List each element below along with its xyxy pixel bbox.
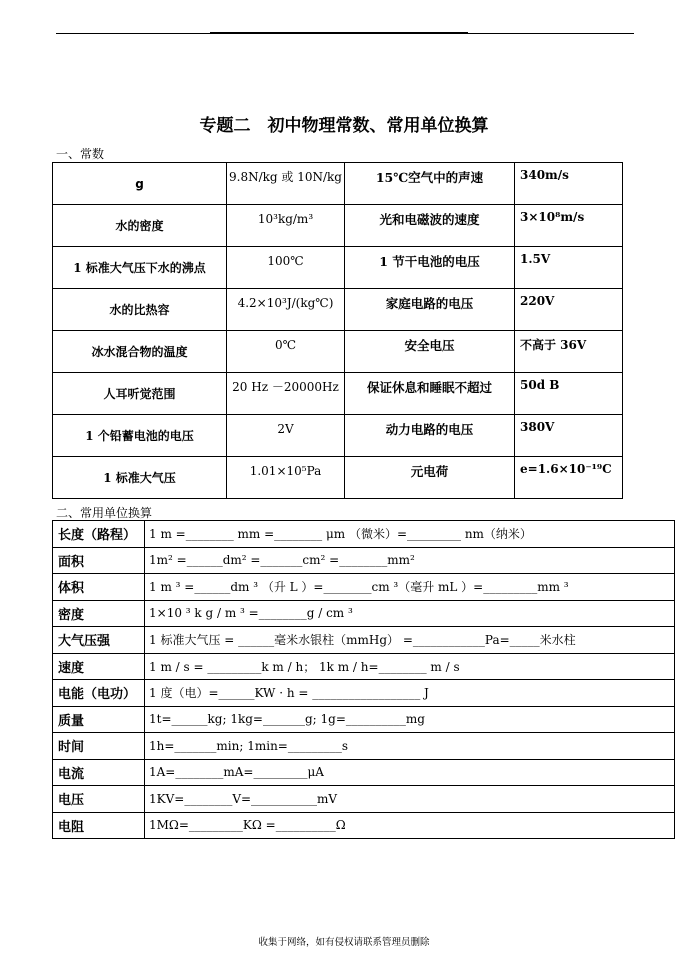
- constant-name-2: 家庭电路的电压: [345, 289, 515, 331]
- constant-value-2: 不高于 36V: [515, 331, 623, 373]
- constant-name-2: 动力电路的电压: [345, 415, 515, 457]
- unit-conversion: 1h=_______min; 1min=_________s: [145, 733, 675, 760]
- unit-conversion: 1×10 ³ k g / m ³ =________g / cm ³: [145, 600, 675, 627]
- constant-name-2: 15℃空气中的声速: [345, 163, 515, 205]
- unit-row: [53, 786, 675, 813]
- constant-name-2: 安全电压: [345, 331, 515, 373]
- constant-value-2: 3×10⁸m/s: [515, 205, 623, 247]
- constants-row: [53, 247, 623, 289]
- constant-name: 1 标准大气压下水的沸点: [53, 247, 227, 289]
- constants-row: [53, 415, 623, 457]
- unit-row: [53, 812, 675, 839]
- unit-row: [53, 600, 675, 627]
- footer-note: 收集于网络，如有侵权请联系管理员删除: [258, 937, 430, 948]
- constant-value: 10³kg/m³: [227, 205, 345, 247]
- constant-value: 9.8N/kg 或 10N/kg: [227, 163, 345, 205]
- unit-conversion: 1MΩ=_________KΩ =__________Ω: [145, 812, 675, 839]
- unit-conversion: 1KV=________V=___________mV: [145, 786, 675, 813]
- unit-conversion: 1 m =________ mm =________ μm （微米）=_________ nm（纳米）: [145, 521, 675, 548]
- unit-row: [53, 733, 675, 760]
- unit-conversion: 1m² =______dm² =_______cm² =________mm²: [145, 547, 675, 574]
- constants-row: [53, 373, 623, 415]
- unit-conversion: 1 m ³ =______dm ³ （升 L ）=________cm ³（毫升 mL ）=_________mm ³: [145, 574, 675, 601]
- constant-name-2: 元电荷: [345, 457, 515, 499]
- unit-quantity: 速度: [53, 653, 145, 680]
- constant-name: 1 个铅蓄电池的电压: [53, 415, 227, 457]
- unit-quantity: 大气压强: [53, 627, 145, 654]
- unit-quantity: 电流: [53, 759, 145, 786]
- section-units-heading: 二、常用单位换算: [56, 506, 153, 520]
- constant-value: 2V: [227, 415, 345, 457]
- unit-row: [53, 547, 675, 574]
- unit-row: [53, 574, 675, 601]
- constant-value: 20 Hz －20000Hz: [227, 373, 345, 415]
- unit-quantity: 密度: [53, 600, 145, 627]
- unit-row: [53, 627, 675, 654]
- section-constants-heading: 一、常数: [56, 147, 105, 161]
- constants-row: [53, 163, 623, 205]
- unit-conversion: 1A=________mA=_________μA: [145, 759, 675, 786]
- constant-name-2: 光和电磁波的速度: [345, 205, 515, 247]
- unit-conversion: 1 标准大气压 = ______毫米水银柱（mmHg） =____________Pa=_____米水柱: [145, 627, 675, 654]
- unit-row: [53, 521, 675, 548]
- constant-value: 1.01×10⁵Pa: [227, 457, 345, 499]
- unit-quantity: 时间: [53, 733, 145, 760]
- unit-quantity: 电阻: [53, 812, 145, 839]
- constant-value: 4.2×10³J/(kg℃): [227, 289, 345, 331]
- constants-row: [53, 289, 623, 331]
- constant-value-2: 380V: [515, 415, 623, 457]
- constant-value-2: 1.5V: [515, 247, 623, 289]
- constant-value: 0℃: [227, 331, 345, 373]
- unit-quantity: 电压: [53, 786, 145, 813]
- unit-row: [53, 706, 675, 733]
- header-rule-thick: [210, 32, 468, 34]
- constants-row: [53, 457, 623, 499]
- unit-quantity: 质量: [53, 706, 145, 733]
- constant-name: 水的比热容: [53, 289, 227, 331]
- constant-value: 100℃: [227, 247, 345, 289]
- constant-value-2: e=1.6×10⁻¹⁹C: [515, 457, 623, 499]
- unit-conversion: 1 度（电）=______KW · h = __________________ J: [145, 680, 675, 707]
- unit-quantity: 面积: [53, 547, 145, 574]
- constants-row: [53, 205, 623, 247]
- constants-table: [52, 162, 623, 499]
- constant-name: g: [53, 163, 227, 205]
- constant-value-2: 50d B: [515, 373, 623, 415]
- unit-quantity: 电能（电功）: [53, 680, 145, 707]
- constant-name-2: 1 节干电池的电压: [345, 247, 515, 289]
- unit-row: [53, 759, 675, 786]
- unit-conversion: 1 m / s = _________k m / h； 1k m / h=________ m / s: [145, 653, 675, 680]
- constants-row: [53, 331, 623, 373]
- constant-name: 人耳听觉范围: [53, 373, 227, 415]
- unit-quantity: 长度（路程）: [53, 521, 145, 548]
- unit-quantity: 体积: [53, 574, 145, 601]
- constant-value-2: 220V: [515, 289, 623, 331]
- constant-name-2: 保证休息和睡眠不超过: [345, 373, 515, 415]
- unit-row: [53, 653, 675, 680]
- constant-value-2: 340m/s: [515, 163, 623, 205]
- constant-name: 1 标准大气压: [53, 457, 227, 499]
- unit-conversion: 1t=______kg; 1kg=_______g; 1g=__________mg: [145, 706, 675, 733]
- unit-row: [53, 680, 675, 707]
- constant-name: 冰水混合物的温度: [53, 331, 227, 373]
- page-title: 专题二 初中物理常数、常用单位换算: [199, 116, 489, 136]
- unit-conversion-table: [52, 520, 675, 839]
- constant-name: 水的密度: [53, 205, 227, 247]
